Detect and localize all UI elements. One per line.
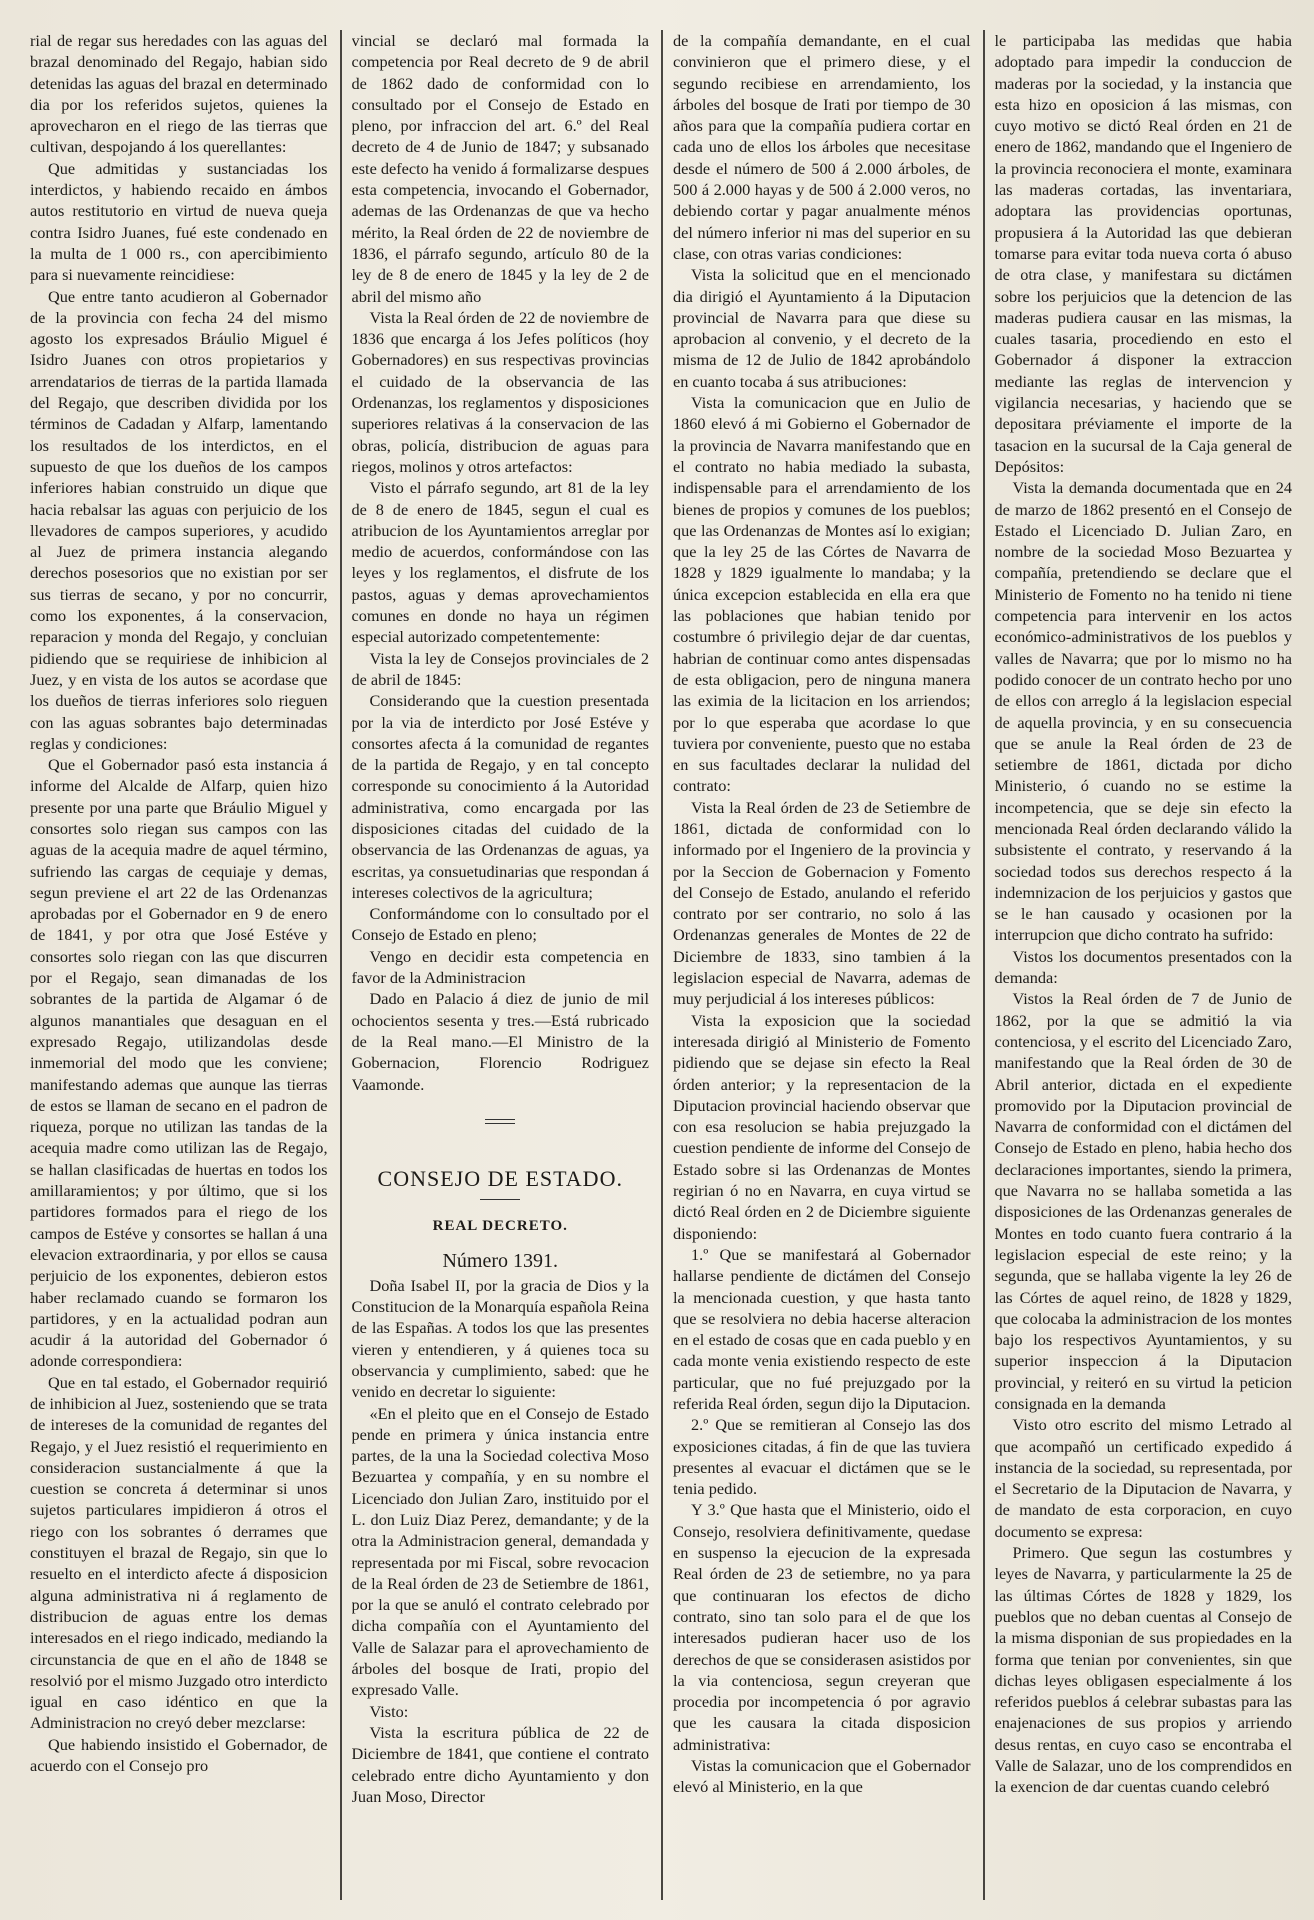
paragraph: Vista la escritura pública de 22 de Diciembre de 1841, que contiene el contrato celebrado entre dicho Ayuntamiento y don Juan Moso, Director (351, 1722, 650, 1806)
paragraph: Vistos los documentos presentados con la demanda: (994, 946, 1293, 988)
section-title: CONSEJO DE ESTADO. (377, 1165, 623, 1191)
paragraph: Y 3.º Que hasta que el Ministerio, oido el Consejo, resolviera definitivamente, quedase en suspenso la ejecucion de la expresada Real órden de 23 de setiembre, no ya para que continuaran los efectos de dicho contrato, sino tan solo para el de que los interesados pudieran hacer uso de los derechos de que se considerasen asistidos por la via contenciosa, segun creyeran que procedia por incompetencia ó por agravio que les causara la citada disposicion administrativa: (673, 1500, 971, 1754)
paragraph: Vista la Real órden de 23 de Setiembre de 1861, dictada de conformidad con lo informado por el Ingeniero de la provincia y por la Seccion de Gobernacion y Fomento del Consejo de Estado, anulando el referido contrato por ser contrario, no solo á las Ordenanzas generales de Montes de 22 de Diciembre de 1833, sino tambien á la legislacion especial de Navarra, ademas de muy perjudicial á los intereses públicos: (673, 797, 971, 1009)
paragraph: vincial se declaró mal formada la competencia por Real decreto de 9 de abril de 1862 dado de conformidad con lo consultado por el Consejo de Estado en pleno, por infraccion del art. 6.º del Real decreto de 4 de Junio de 1847; y subsanado este defecto ha venido á formalizarse despues esta competencia, invocando el Gobernador, ademas de las Ordenanzas de que va hecho mérito, la Real órden de 22 de noviembre de 1836, el párrafo segundo, artículo 80 de la ley de 8 de enero de 1845 y la ley de 2 de abril del mismo año (351, 31, 650, 306)
paragraph: «En el pleito que en el Consejo de Estado pende en primera y única instancia entre partes, de la una la Sociedad colectiva Moso Bezuartea y compañía, y en su nombre el Licenciado don Julian Zaro, instituido por el L. don Luiz Diaz Perez, demandante; y de la otra la Administracion general, demandada y representada por mi Fiscal, sobre revocacion de la Real órden de 23 de Setiembre de 1861, por la que se anuló el contrato celebrado por dicha compañía con el Ayuntamiento del Valle de Salazar para el aprovechamiento de árboles del bosque de Irati, propio del expresado Valle. (351, 1403, 650, 1700)
paragraph: Vengo en decidir esta competencia en favor de la Administracion (351, 946, 650, 988)
paragraph: Que en tal estado, el Gobernador requirió de inhibicion al Juez, sosteniendo que se trata de intereses de la comunidad de regantes del Regajo, y el Juez resistió el requerimiento en consideracion sustancialmente á que la cuestion se concreta á determinar si unos sujetos particulares impidieron á otros el riego con los sobrantes ó derrames que constituyen el brazal de Regajo, sin que lo resuelto en el interdicto afecte á disposicion alguna administrativa ni á reglamento de distribucion de aguas entre los demas interesados en el riego indicado, mediando la circunstancia de que en el año de 1848 se resolvió por el mismo Juzgado otro interdicto igual en caso idéntico en que la Administracion no creyó deber mezclarse: (30, 1372, 328, 1733)
paragraph: Vistos la Real órden de 7 de Junio de 1862, por la que se admitió la via contenciosa, y el escrito del Licenciado Zaro, manifestando que la Real órden de 30 de Abril anterior, dictada en el expediente promovido por la Diputacion provincial de Navarra de conformidad con el dictámen del Consejo de Estado en pleno, habia hecho dos declaraciones importantes, siendo la primera, que Navarra no se hallaba sometida a las disposiciones de las Ordenanzas generales de Montes en todo cuanto fuera contrario á la legislacion especial de este reino; y la segunda, que se hallaba vigente la ley 26 de las Córtes de aquel reino, de 1828 y 1829, que colocaba la administracion de los montes bajo los respectivos Ayuntamientos, y su superior inspeccion á la Diputacion provincial, y reiteró en su virtud la peticion consignada en la demanda (994, 989, 1293, 1413)
paragraph: Que admitidas y sustanciadas los interdictos, y habiendo recaido en ámbos autos restitutorio en virtud de nueva queja contra Isidro Juanes, fué este condenado en la multa de 1 000 rs., con apercibimiento para si nuevamente reincidiese: (30, 158, 328, 285)
column-divider (661, 30, 663, 1900)
decree-heading: REAL DECRETO. (432, 1218, 568, 1235)
column-1 (30, 30, 328, 1900)
paragraph: Visto: (369, 1701, 409, 1721)
paragraph: Doña Isabel II, por la gracia de Dios y la Constitucion de la Monarquía española Reina de las Españas. A todos los que las presentes vieren y entendieren, y á quienes toca su observancia y cumplimiento, sabed: que he venido en decretar lo siguiente: (351, 1275, 650, 1402)
column-2 (352, 30, 650, 1900)
paragraph: Visto el párrafo segundo, art 81 de la ley de 8 de enero de 1845, segun el cual es atribucion de los Ayuntamientos arreglar por medio de acuerdos, conformándose con las leyes y los reglamentos, el disfrute de los pastos, aguas y demas aprovechamientos comunes en donde no haya un régimen especial autorizado competentemente: (351, 478, 650, 647)
decree-number: Número 1391. (442, 1250, 559, 1273)
paragraph: Que entre tanto acudieron al Gobernador de la provincia con fecha 24 del mismo agosto los expresados Bráulio Miguel é Isidro Juanes con otros propietarios y arrendatarios de tierras de la partida llamada del Regajo, que describen dividida por los términos de Cadadan y Alfarp, lamentando los resultados de los interdictos, en el supuesto de que los dueños de los campos inferiores habian construido un dique que hacia rebalsar las aguas con perjuicio de los llevadores de campos superiores, y acudido al Juez de primera instancia alegando derechos posesorios que no existian por ser sus tierras de secano, y por no concurrir, como los exponentes, á la conservacion, reparacion y monda del Regajo, y concluian pidiendo que se requiriese de inhibicion al Juez, y en vista de los autos se acordase que los dueños de tierras inferiores solo rieguen con las aguas sobrantes bajo determinadas reglas y condiciones: (30, 286, 328, 753)
paragraph: Vista la ley de Consejos provinciales de 2 de abril de 1845: (351, 648, 650, 689)
paragraph: 2.º Que se remitieran al Consejo las dos exposiciones citadas, á fin de que las tuviera presentes al evacuar el dictámen que se le tenia pedido. (673, 1415, 971, 1499)
paragraph: 1.º Que se manifestará al Gobernador hallarse pendiente de dictámen del Consejo la mencionada cuestion, y que hasta tanto que se resolviera no debia hacerse alteracion en el estado de cosas que en cada pueblo y en cada monte venia existiendo respecto de este particular, que no fué prejuzgado por la referida Real órden, segun dijo la Diputacion. (673, 1244, 971, 1413)
paragraph: Que habiendo insistido el Gobernador, de acuerdo con el Consejo pro (30, 1734, 328, 1776)
paragraph: Vista la Real órden de 22 de noviembre de 1836 que encarga á los Jefes políticos (hoy Gobernadores) en sus respectivas provincias el cuidado de la observancia de las Ordenanzas, los reglamentos y disposiciones superiores relativas á la conservacion de las obras, policía, distribucion de aguas para riegos, molinos y otros artefactos: (351, 307, 650, 476)
column-3 (673, 30, 971, 1900)
paragraph: Vista la solicitud que en el mencionado dia dirigió el Ayuntamiento á la Diputacion provincial de Navarra para que diese su aprobacion al convenio, y el decreto de la misma de 12 de Julio de 1842 aprobándolo en cuanto tocaba á sus atribuciones: (673, 265, 971, 391)
paragraph: Visto otro escrito del mismo Letrado al que acompañó un certificado expedido á instancia de la sociedad, su representada, por el Secretario de la Diputacion de Navarra, y de mandato de esta corporacion, en cuyo documento se expresa: (994, 1415, 1293, 1541)
paragraph: Considerando que la cuestion presentada por la via de interdicto por José Estéve y consortes afecta á la comunidad de regantes de la partida de Regajo, y en tal concepto corresponde su conocimiento á la Autoridad administrativa, como encargada por las disposiciones citadas del cuidado de la observancia de las Ordenanzas de aguas, ya escritas, ya consuetudinarias que respondan á intereses colectivos de la agricultura; (351, 691, 650, 902)
paragraph: Vista la comunicacion que en Julio de 1860 elevó á mi Gobierno el Gobernador de la provincia de Navarra manifestando que en el contrato no habia mediado la subasta, indispensable para el arrendamiento de los bienes de propios y comunes de los pueblos; que las Ordenanzas de Montes así lo exigian; que la ley 25 de las Córtes de Navarra de 1828 y 1829 igualmente lo mandaba; y la única excepcion establecida en ella era que las poblaciones que habian tenido por costumbre ó privilegio dejar de dar cuentas, habrian de continuar como antes dispensadas de esta obligacion, pero de ninguna manera las eximia de la licitacion en los arriendos; por lo que esperaba que acordase lo que tuviera por conveniente, puesto que no estaba en sus facultades declarar la nulidad del contrato: (673, 393, 971, 796)
paragraph: Conformándome con lo consultado por el Consejo de Estado en pleno; (351, 904, 650, 945)
paragraph: Primero. Que segun las costumbres y leyes de Navarra, y particularmente la 25 de las últimas Córtes de 1828 y 1829, los pueblos que no deban cuentas al Consejo de la misma disponian de sus propiedades en la forma que tenian por convenientes, sin que dichas leyes obligasen especialmente á los referidos pueblos á celebrar subastas para las enajenaciones de sus propios y arriendo desus rentas, en cuyo caso se encontraba el Valle de Salazar, uno de los comprendidos en la exencion de dar cuentas cuando celebró (994, 1543, 1293, 1797)
section-separator (485, 1119, 515, 1124)
paragraph: Vistas la comunicacion que el Gobernador elevó al Ministerio, en la que (673, 1756, 971, 1797)
paragraph: rial de regar sus heredades con las aguas del brazal denominado del Regajo, habian sido detenidas las aguas del brazal en determinado dia por los referidos sujetos, quienes la aprovecharon en el riego de las tierras que cultivan, despojando á los querellantes: (30, 31, 328, 157)
column-divider (340, 30, 342, 1900)
paragraph: Que el Gobernador pasó esta instancia á informe del Alcalde de Alfarp, quien hizo presente por una parte que Bráulio Miguel y consortes solo riegan sus campos con las aguas de la acequia madre de aquel término, sufriendo las cargas de cequiaje y demas, segun previene el art 22 de las Ordenanzas aprobadas por el Gobernador en 9 de enero de 1841, y por otra que José Estéve y consortes solo riegan con las que discurren por el Regajo, sean dimanadas de los sobrantes de la partida de Algamar ó de algunos manantiales que desaguan en el expresado Regajo, utilizandolas desde inmemorial del modo que les conviene; manifestando ademas que aunque las tierras de estos se llaman de secano en el padron de riqueza, porque no utilizan las tandas de la acequia madre como utilizan las de Regajo, se hallan clasificadas de huertas en todos los amillaramientos; y por último, que si los partidores formados para el riego de los campos de Estéve y consortes se hallan á una elevacion extraordinaria, y por ellos se causa perjuicio de los exponentes, debieron estos haber reclamado cuando se formaron los partidores, y en la actualidad podran aun acudir á la autoridad del Gobernador ó adonde correspondiera: (30, 755, 328, 1371)
title-rule (480, 1199, 520, 1200)
column-4 (995, 30, 1293, 1900)
column-divider (983, 30, 985, 1900)
text-columns (30, 30, 1292, 1900)
paragraph: Vista la exposicion que la sociedad interesada dirigió al Ministerio de Fomento pidiendo que se dejase sin efecto la Real órden anterior; y la representacion de la Diputacion provincial haciendo observar que con esa resolucion se habia prejuzgado la cuestion pendiente de informe del Consejo de Estado sobre si las Ordenanzas de Montes regirian ó no en Navarra, en cuya virtud se dictó Real órden en 2 de Diciembre siguiente disponiendo: (673, 1010, 971, 1243)
paragraph: Dado en Palacio á diez de junio de mil ochocientos sesenta y tres.—Está rubricado de la Real mano.—El Ministro de la Gobernacion, Florencio Rodriguez Vaamonde. (351, 989, 650, 1094)
paragraph: le participaba las medidas que habia adoptado para impedir la conduccion de maderas por la sociedad, y la instancia que esta hizo en oposicion á las mismas, con cuyo motivo se dictó Real órden en 21 de enero de 1862, mandando que el Ingeniero de la provincia reconociera el monte, examinara las maderas cortadas, las inventariara, adoptara las providencias oportunas, propusiera á la Autoridad las que debieran tomarse para evitar toda nueva corta ó abuso de otra clase, y manifestara su dictámen sobre los perjuicios que la detencion de las maderas pudiera causar en las mismas, la cuales tasaria, procediendo en esto el Gobernador á disponer la extraccion mediante las reglas de intervencion y vigilancia necesarias, y haciendo que se depositara préviamente el importe de la tasacion en la sucursal de la Caja general de Depósitos: (994, 31, 1293, 476)
paragraph: de la compañía demandante, en el cual convinieron que el primero diese, y el segundo recibiese en arrendamiento, los árboles del bosque de Irati por tiempo de 30 años para que la compañía pudiera cortar en cada uno de ellos los árboles que necesitase desde el número de 500 á 2.000 árboles, de 500 á 2.000 hayas y de 500 á 2.000 veros, no debiendo cortar y pagar anualmente ménos del número inferior ni mas del superior en su clase, con otras varias condiciones: (673, 31, 971, 263)
paragraph: Vista la demanda documentada que en 24 de marzo de 1862 presentó en el Consejo de Estado el Licenciado D. Julian Zaro, en nombre de la sociedad Moso Bezuartea y compañía, pretendiendo se declare que el Ministerio de Fomento no ha tenido ni tiene competencia para intervenir en los actos económico-administrativos de los pueblos y valles de Navarra; que por lo mismo no ha podido conocer de un contrato hecho por uno de ellos con arreglo á la legislacion especial de aquella provincia, y en su consecuencia que se anule la Real órden de 23 de setiembre de 1861, dictada por dicho Ministerio, ó cuando no se estime la incompetencia, que se deje sin efecto la mencionada Real órden declarando válido la subsistente el contrato, y reservando á la sociedad todos sus derechos respecto á la indemnizacion de los perjuicios y gastos que se le han causado y ocasionen por la interrupcion que dicho contrato ha sufrido: (994, 478, 1293, 945)
